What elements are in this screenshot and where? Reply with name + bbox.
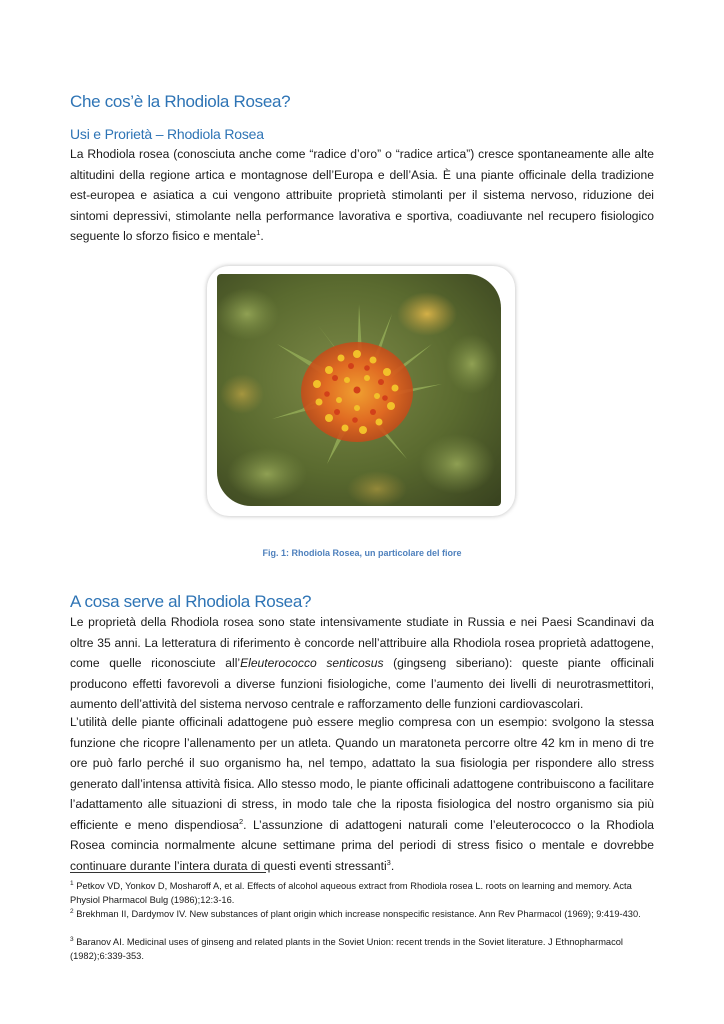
- section-subtitle: Usi e Prorietà – Rhodiola Rosea: [70, 126, 264, 142]
- footnote-ref-1[interactable]: 1: [256, 227, 261, 237]
- body-paragraph-2: [70, 712, 654, 876]
- footnote-separator: [70, 872, 266, 873]
- section-heading: A cosa serve al Rhodiola Rosea?: [70, 592, 312, 611]
- flower-illustration: [217, 274, 501, 506]
- footnote-3: [70, 936, 660, 963]
- body-paragraph-1: [70, 612, 654, 715]
- footnote-number: 2: [70, 907, 74, 915]
- intro-text: La Rhodiola rosea (conosciuta anche come “radice d’oro” o “radice artica”) cresce spontaneamente alle alte altitudini della regione artica e montagnose dell’Europa e dell’Asia. È una piante officinale della tradizione est-europea e asiatica a cui vengono attribuite proprietà stimolanti per il sistema nervoso, riduzione dei sintomi depressivi, stimolante nella performance lavorativa e sportiva, coadiuvante nel recupero fisiologico seguente lo sforzo fisico e mentale: [70, 147, 654, 243]
- footnote-number: 3: [70, 935, 74, 943]
- footnote-number: 1: [70, 879, 74, 887]
- flower-photo-frame: [207, 266, 515, 516]
- figure-caption: Fig. 1: Rhodiola Rosea, un particolare del fiore: [262, 548, 462, 558]
- body-paragraph-1-text-b: (gingseng siberiano): queste piante officinali producono effetti favorevoli a diverse funzioni fisiologiche, come l’aumento dei livelli di neurotrasmettitori, aumento dell’attività del sistema nervoso centrale e rafforzamento delle funzioni cardiovascolari.: [70, 656, 654, 711]
- species-name: Eleuterococco senticosus: [240, 656, 384, 670]
- footnote-2: [70, 908, 660, 922]
- footnote-text: Petkov VD, Yonkov D, Mosharoff A, et al. Effects of alcohol aqueous extract from Rhodiola rosea L. roots on learning and memory. Acta Physiol Pharmacol Bulg (1986);12:3-16.: [70, 881, 632, 905]
- body-paragraph-1-text-a: Le proprietà della Rhodiola rosea sono state intensivamente studiate in Russia e nei Paesi Scandinavi da oltre 35 anni. La letteratura di riferimento è concorde nell’attribuire alla Rhodiola rosea proprietà adattogene, come quelle riconosciute all’: [70, 615, 654, 670]
- footnote-text: Baranov AI. Medicinal uses of ginseng and related plants in the Soviet Union: recent trends in the Soviet literature. J Ethnopharmacol (1982);6:339-353.: [70, 937, 623, 961]
- rhodiola-flower-photo: [217, 274, 501, 506]
- body-paragraph-2-text-a: L’utilità delle piante officinali adattogene può essere meglio compresa con un esempio: svolgono la stessa funzione che ricopre l’allenamento per un atleta. Quando un maratoneta percorre oltre 42 km in meno di tre ore può farlo perché il suo organismo ha, nel tempo, adattato la sua fisiologia per rispondere allo stress generato dall’intensa attività fisica. Allo stesso modo, le piante officinali adattogene contribuiscono a facilitare l’adattamento alle situazioni di stress, in modo tale che la riposta fisiologica del nostro organismo sia più efficiente e meno dispendiosa: [70, 715, 654, 832]
- footnote-1: [70, 880, 660, 907]
- footnote-ref-2[interactable]: 2: [239, 816, 244, 826]
- intro-period: .: [260, 229, 264, 243]
- footnote-text: Brekhman II, Dardymov IV. New substances of plant origin which increase nonspecific resistance. Ann Rev Pharmacol (1969); 9:419-430.: [76, 909, 641, 919]
- body-paragraph-2-period: .: [390, 858, 395, 873]
- page-title: Che cos’è la Rhodiola Rosea?: [70, 92, 291, 111]
- footnote-ref-3[interactable]: 3: [386, 857, 391, 867]
- intro-paragraph: [70, 144, 654, 247]
- body-paragraph-2-text-b: . L’assunzione di adattogeni naturali come l’eleuterococco o la Rhodiola Rosea comincia normalmente alcune settimane prima del periodi di stress fisico o mentale e dovrebbe continuare durante l’intera durata di questi eventi stressanti: [70, 817, 654, 873]
